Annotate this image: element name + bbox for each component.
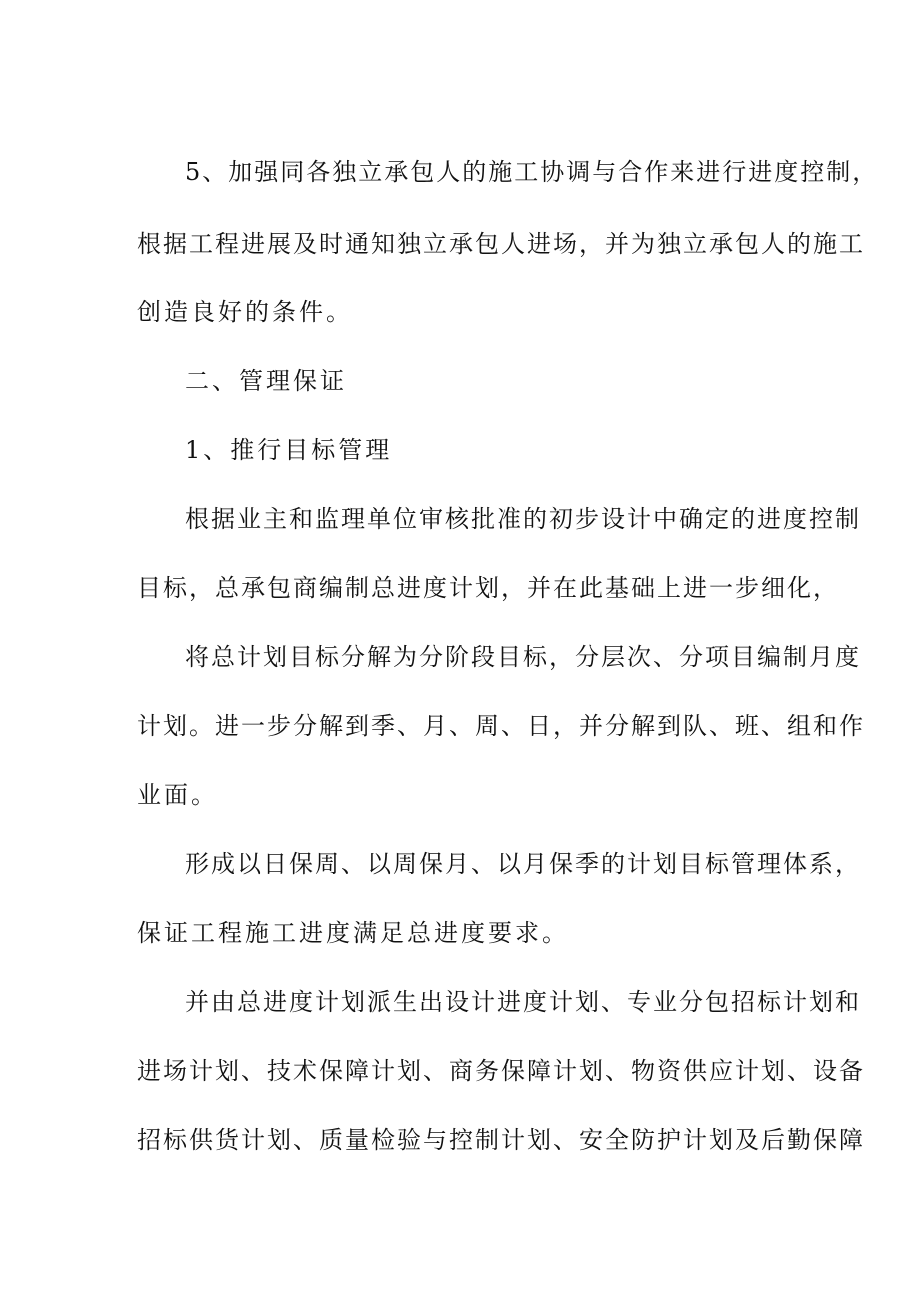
text-line: 将总计划目标分解为分阶段目标，分层次、分项目编制月度 [185,643,861,671]
text-line: 招标供货计划、质量检验与控制计划、安全防护计划及后勤保障 [137,1126,865,1154]
text-line: 计划。进一步分解到季、月、周、日，并分解到队、班、组和作 [137,712,865,740]
text-line: 5、加强同各独立承包人的施工协调与合作来进行进度控制， [185,158,879,186]
text-line: 形成以日保周、以周保月、以月保季的计划目标管理体系， [185,850,861,878]
text-line: 进场计划、技术保障计划、商务保障计划、物资供应计划、设备 [137,1057,865,1085]
text-line: 根据工程进展及时通知独立承包人进场，并为独立承包人的施工 [137,230,865,258]
subsection-heading: 1、推行目标管理 [185,436,393,464]
text-line: 业面。 [137,781,218,809]
text-line: 保证工程施工进度满足总进度要求。 [137,919,569,947]
text-line: 目标，总承包商编制总进度计划，并在此基础上进一步细化， [137,574,839,602]
text-line: 并由总进度计划派生出设计进度计划、专业分包招标计划和 [185,988,861,1016]
text-line: 创造良好的条件。 [137,298,353,326]
section-heading: 二、管理保证 [185,367,347,395]
text-line: 根据业主和监理单位审核批准的初步设计中确定的进度控制 [185,505,861,533]
